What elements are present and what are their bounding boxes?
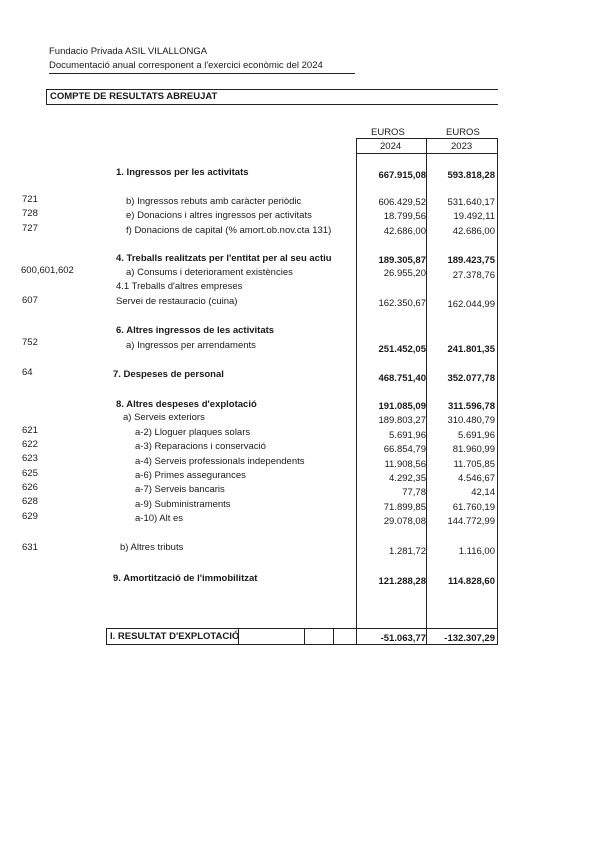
row-label: e) Donacions i altres ingressos per activitats <box>126 210 312 221</box>
column-rule-left <box>356 154 357 645</box>
row-value-2023: 1.116,00 <box>458 546 495 557</box>
row-value-2024: 26.955,20 <box>383 268 426 279</box>
row-label: a-4) Serveis professionals independents <box>135 456 305 467</box>
row-value-2024: 468.751,40 <box>378 373 426 384</box>
account-code: 625 <box>22 468 38 479</box>
section-left-rule <box>46 89 47 105</box>
account-code: 728 <box>22 208 38 219</box>
row-label: b) Ingressos rebuts amb caràcter periòdic <box>126 196 302 207</box>
row-value-2023: 241.801,35 <box>447 344 495 355</box>
row-label: a) Serveis exteriors <box>123 412 205 423</box>
account-code: 64 <box>22 367 33 378</box>
row-value-2023: 144.772,99 <box>447 516 495 527</box>
row-value-2023: 42,14 <box>471 487 495 498</box>
row-value-2023: 531.640,17 <box>447 197 495 208</box>
row-value-2023: 5.691,96 <box>458 430 495 441</box>
year-header-box <box>356 138 498 154</box>
row-label: b) Altres tributs <box>120 542 184 553</box>
row-value-2023: 81.960,99 <box>452 444 495 455</box>
row-label: a-6) Primes assegurances <box>135 470 246 481</box>
organization-name: Fundacio Privada ASIL VILALLONGA <box>49 46 208 57</box>
row-label: a) Consums i deteriorament existències <box>126 267 293 278</box>
account-code: 631 <box>22 542 38 553</box>
result-divider <box>304 628 305 645</box>
row-value-2023: 593.818,28 <box>447 170 495 181</box>
currency-header-2024: EUROS <box>371 127 405 138</box>
row-value-2023: 114.828,60 <box>447 576 495 587</box>
row-value-2024: 71.899,85 <box>383 502 426 513</box>
row-value-2023: 27.378,76 <box>452 270 495 281</box>
row-label: Servei de restauracio (cuina) <box>116 296 238 307</box>
row-value-2024: 66.854,79 <box>383 444 426 455</box>
section-top-rule <box>46 89 498 90</box>
row-value-2024: 77,78 <box>402 487 426 498</box>
row-value-2024: 42.686,00 <box>383 226 426 237</box>
row-value-2024: 1.281,72 <box>389 546 426 557</box>
result-value-2024: -51.063,77 <box>380 633 426 644</box>
account-code: 727 <box>22 223 38 234</box>
row-value-2023: 61.760,19 <box>452 502 495 513</box>
account-code: 600,601,602 <box>21 265 74 276</box>
row-label: 1. Ingressos per les activitats <box>116 167 249 178</box>
row-value-2024: 667.915,08 <box>378 170 426 181</box>
section-title: COMPTE DE RESULTATS ABREUJAT <box>50 91 218 102</box>
row-label: 4. Treballs realitzats per l'entitat per al seu actiu <box>116 253 332 264</box>
row-value-2023: 162.044,99 <box>447 299 495 310</box>
row-value-2024: 4.292,35 <box>389 473 426 484</box>
row-value-2023: 11.705,85 <box>453 459 495 470</box>
row-label: 4.1 Treballs d'altres empreses <box>116 281 243 292</box>
document-subtitle: Documentació anual corresponent a l'exercici econòmic del 2024 <box>49 60 323 71</box>
row-value-2024: 191.085,09 <box>378 401 426 412</box>
section-bottom-rule <box>46 104 498 105</box>
year-header-2024: 2024 <box>380 141 402 152</box>
column-rule-middle <box>426 154 427 645</box>
year-header-2023: 2023 <box>451 141 473 152</box>
account-code: 607 <box>22 295 38 306</box>
row-value-2024: 189.305,87 <box>378 255 426 266</box>
row-value-2023: 311.596,78 <box>447 401 495 412</box>
account-code: 621 <box>22 425 38 436</box>
row-value-2024: 251.452,05 <box>378 344 426 355</box>
currency-header-2023: EUROS <box>446 127 480 138</box>
row-label: 8. Altres despeses d'explotació <box>116 399 257 410</box>
row-value-2024: 162.350,67 <box>378 298 426 309</box>
row-label: a-3) Reparacions i conservació <box>135 441 266 452</box>
year-header-divider <box>426 138 427 154</box>
row-label: a-7) Serveis bancaris <box>135 484 225 495</box>
account-code: 629 <box>22 511 38 522</box>
account-code: 626 <box>22 482 38 493</box>
column-rule-right <box>497 154 498 645</box>
result-value-2023: -132.307,29 <box>444 633 495 644</box>
row-label: a-10) Alt es <box>135 513 184 524</box>
row-value-2023: 19.492,11 <box>453 211 495 222</box>
result-divider <box>333 628 334 645</box>
row-label: a-9) Subministraments <box>135 499 231 510</box>
row-label: a-2) Lloguer plaques solars <box>135 427 251 438</box>
subtitle-underline <box>49 73 355 74</box>
row-value-2023: 42.686,00 <box>452 226 495 237</box>
row-value-2023: 4.546,67 <box>458 473 495 484</box>
row-value-2024: 189.803,27 <box>378 415 426 426</box>
row-label: 6. Altres ingressos de les activitats <box>116 325 275 336</box>
row-value-2024: 11.908,56 <box>384 459 426 470</box>
row-label: 9. Amortització de l'immobilitzat <box>113 573 258 584</box>
row-value-2024: 606.429,52 <box>378 197 426 208</box>
account-code: 752 <box>22 337 38 348</box>
account-code: 721 <box>22 194 38 205</box>
row-value-2023: 310.480,79 <box>447 415 495 426</box>
row-label: a) Ingressos per arrendaments <box>126 340 256 351</box>
account-code: 628 <box>22 496 38 507</box>
account-code: 622 <box>22 439 38 450</box>
row-value-2024: 29.078,08 <box>383 516 426 527</box>
account-code: 623 <box>22 453 38 464</box>
row-value-2024: 5.691,96 <box>389 430 426 441</box>
row-value-2023: 189.423,75 <box>447 255 495 266</box>
row-value-2024: 18.799,56 <box>383 211 426 222</box>
row-value-2024: 121.288,28 <box>378 576 426 587</box>
row-value-2023: 352.077,78 <box>447 373 495 384</box>
row-label: f) Donacions de capital (% amort.ob.nov.cta 131) <box>126 225 332 236</box>
result-label: I. RESULTAT D'EXPLOTACIÓ <box>110 631 240 642</box>
row-label: 7. Despeses de personal <box>113 369 224 380</box>
